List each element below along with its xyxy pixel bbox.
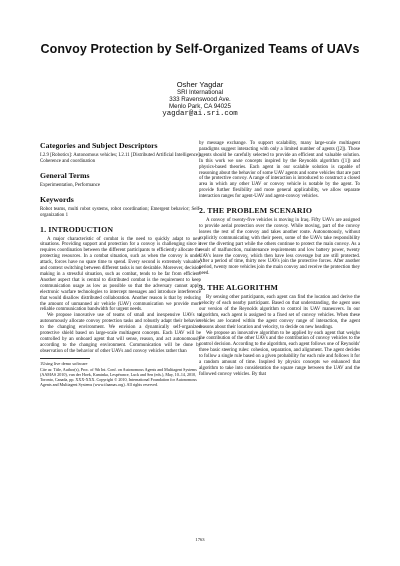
author-name: Osher Yagdar xyxy=(176,80,224,89)
section-introduction-heading: 1. INTRODUCTION xyxy=(40,224,114,234)
keywords-text: Robot teams, multi robot systems, robot coordination; Emergent behavior; Self-organization 1 xyxy=(40,206,201,218)
keywords-heading: Keywords xyxy=(40,194,74,204)
general-terms-text: Experimentation, Performance xyxy=(40,182,101,188)
intro-paragraph-1: A major characteristic of combat is the need to quickly adapt to new situations. Providing support and protection for a convoy is challenging since it requires coordination between the different participants to efficiently allocate the protecting resources. In a combat situation, such as when the convoy is under attack, forces have no spare time to spend. Every second is extremely valuable, and context switching between different tasks is not desirable. Moreover, decision making in a stressful situation, such as combat, tends to be far from efficient. Another aspect that is central to distributed combat is the requirement to keep communication usage as low as possible so that the adversary cannot apply electronic warfare technologies to intercept messages and introduce interference that would disallow distributed collaboration. Another reason is that by reducing the amount of unmanned air vehicle (UAV) communication we provide more reliable communication bandwidth for urgent needs. xyxy=(40,236,201,313)
author-affiliation: SRI International xyxy=(176,89,224,96)
left-column xyxy=(40,141,201,387)
algorithm-paragraph-1: By sensing other participants, each agent can find the location and derive the velocity of each nearby participant. Based on that understanding, the agent uses our version of the Reynolds algorithm to control its UAV maneuvers. In our algorithm, each agent is assigned to a fixed set of convoy vehicles. When these vehicles are located within the agent convoy range of interaction, the agent reasons about their location and velocity, to decide on new headings. xyxy=(199,295,360,330)
author-block xyxy=(0,80,400,119)
problem-paragraph: A convoy of twenty-five vehicles is moving in Iraq. Fifty UAVs are assigned to provide aerial protection over the convoy. While moving, part of the convoy leaves the rest of the convoy and takes another route. Autonomously, without explicitly communicating with their peers, some of the UAVs take responsibility over the diverting part while the others continue to protect the main convoy. As a result of malfunction, maintenance requirements and low battery power, twenty UAVs leave the convoy, which then have less coverage but are still protected. After a period of time, thirty new UAVs join the protective forces. After another period, twenty more vehicles join the main convoy and receive the protection they need. xyxy=(199,218,360,277)
citation-box: Cite as: Title, Author(s), Proc. of 9th Int. Conf. on Autonomous Agents and Multiagent Systems (AAMAS 2010), van der Hoek, Kaminka, Lespérance, Luck and Sen (eds.), May, 10–14, 2010, Toronto, Canada, pp. XXX-XXX. Copyright © 2010, International Foundation for Autonomous Agents and Multiagent Systems (www.ifaamas.org). All rights reserved. xyxy=(40,366,197,387)
footnote: 1Using live demo software xyxy=(40,360,88,366)
paper-title: Convoy Protection by Self-Organized Teams of UAVs xyxy=(40,42,360,56)
categories-text: I.2.9 [Robotics]: Autonomous vehicles; I.2.11 [Distributed Artificial Intelligence]: Coherence and coordination xyxy=(40,153,201,164)
section-problem-heading: 2. THE PROBLEM SCENARIO xyxy=(199,206,313,216)
categories-heading: Categories and Subject Descriptors xyxy=(40,141,158,150)
author-street: 333 Ravenswood Ave. xyxy=(169,96,231,104)
intro-paragraph-2: We propose innovative use of teams of small and inexpensive UAVs to autonomously allocate convoy protection tasks and robustly adapt their behavior to the changing environment. We envision a dynamically self-organized protective shield based on large-scale multiagent concepts. Each UAV will be controlled by an onboard agent that will sense, reason, and act autonomously according to the changing environment. Communication will be done by observation of the behavior of other UAVs and convoy vehicles rather than xyxy=(40,313,201,354)
author-email[interactable]: yagdar@ai.sri.com xyxy=(162,110,238,119)
section-algorithm-heading: 3. THE ALGORITHM xyxy=(199,283,279,293)
author-city: Menlo Park, CA 94025 xyxy=(169,103,231,111)
algorithm-paragraph-2: We propose an innovative algorithm to be applied by each agent that weighs the contribution of the other UAVs and the contribution of convoy vehicles to the control decision. According to the algorithm, each agent follows one of Reynolds' three basic steering rules: cohesion, separation, and alignment. The agent decides to follow a single rule based on a given probability for each rule and follows it for a random amount of time. Inspired by physics concepts we enhanced that algorithm to take into consideration the square range between the UAV and the followed convoy vehicles. By that xyxy=(199,330,360,377)
intro-continuation: by message exchange. To support scalability, many large-scale multiagent paradigms suggest interacting with only a limited number of agents ([2]). Those agents should be carefully selected to provide an efficient and valuable solution. In this work we use concepts inspired by the Reynolds algorithm ([1]) and physics-based theories. Each agent in our scalable solution is capable of reasoning about the behavior of some UAV agents and some vehicles that are part of the protective convoy. A range of interaction is introduced to construct a closed area in which any other UAV or convoy vehicle is notable by the agent. To provide further flexibility and more general applicability, we allow separate interaction ranges for agent-UAV and agent-convoy vehicles. xyxy=(199,141,360,200)
general-terms-heading: General Terms xyxy=(40,170,90,180)
page-number: 1763 xyxy=(195,537,205,542)
right-column xyxy=(199,141,360,378)
footnote-rule xyxy=(40,358,90,359)
